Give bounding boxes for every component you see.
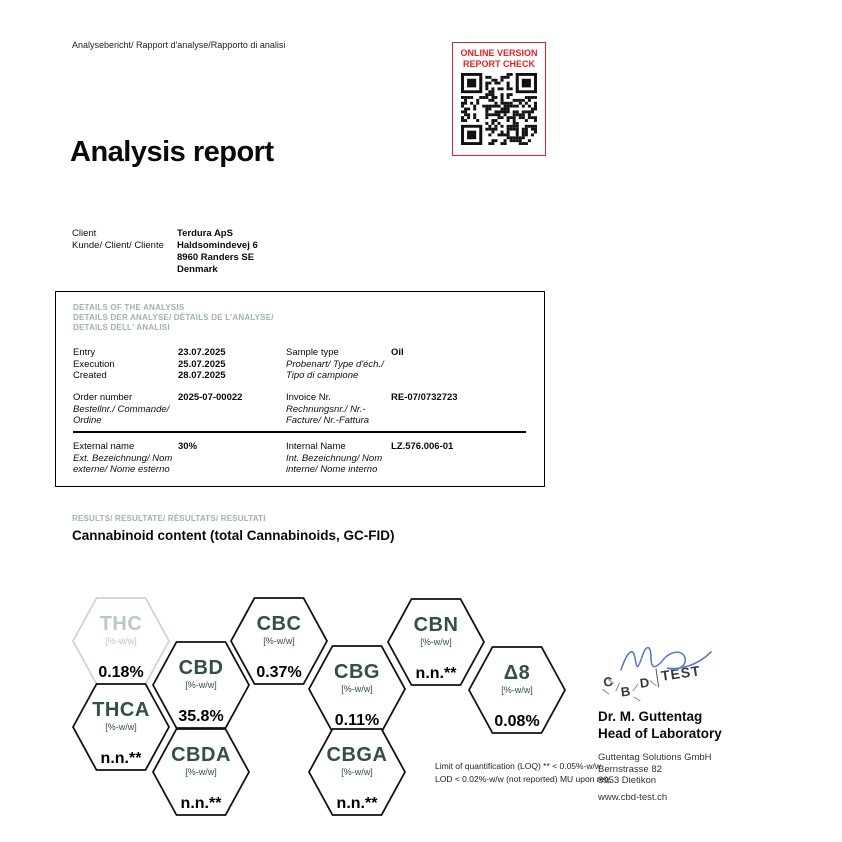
sample-type-sub1: Probenart/ Type d'éch./	[286, 358, 384, 370]
cbc-label: CBC	[256, 613, 302, 635]
internal-label-en: Internal Name	[286, 441, 346, 452]
thc-unit: [%-w/w]	[105, 636, 137, 646]
client-country: Denmark	[177, 264, 218, 275]
logo-letter-b: B	[619, 683, 632, 700]
cbn-label: CBN	[413, 614, 459, 636]
external-sub1: Ext. Bezeichnung/ Nom	[73, 452, 173, 464]
invoice-number-label	[286, 392, 369, 427]
lab-head-block	[598, 708, 722, 742]
results-title: Cannabinoid content (total Cannabinoids, GC-FID)	[72, 528, 395, 543]
delta8-label: Δ8	[503, 662, 531, 684]
thca-value: n.n.**	[100, 750, 142, 767]
sample-type-sub2: Tipo di campione	[286, 370, 359, 381]
entry-date: 23.07.2025	[178, 347, 226, 358]
cbd-test-logo	[593, 636, 723, 704]
dates-labels	[73, 347, 115, 382]
lab-company: Guttentag Solutions GmbH	[598, 752, 712, 763]
client-name: Terdura ApS	[177, 228, 233, 239]
details-heading-it: DETAILS DELL' ANALISI	[73, 323, 170, 332]
online-report-check-box	[452, 42, 546, 156]
cbda-unit: [%-w/w]	[185, 767, 217, 777]
results-section-heading: RESULTS/ RESULTATE/ RÉSULTATS/ RESULTATI	[72, 514, 266, 523]
hexagon-cbda	[152, 728, 250, 816]
logo-letter-d: D	[638, 674, 651, 691]
created-label: Created	[73, 370, 107, 381]
invoice-label-en: Invoice Nr.	[286, 392, 331, 403]
order-label-en: Order number	[73, 392, 133, 403]
thca-unit: [%-w/w]	[105, 722, 137, 732]
details-divider	[73, 431, 526, 433]
document-language-note: Analysebericht/ Rapport d'analyse/Rapporto di analisi	[72, 40, 286, 50]
lab-city: 8953 Dietikon	[598, 775, 657, 786]
invoice-sub1: Rechnungsnr./ Nr.-	[286, 403, 366, 415]
lab-head-name: Dr. M. Guttentag	[598, 709, 703, 724]
invoice-number-value: RE-07/0732723	[391, 392, 458, 403]
internal-name-label	[286, 441, 382, 476]
sample-type-value: Oil	[391, 347, 404, 358]
delta8-value: 0.08%	[494, 713, 540, 730]
cbd-unit: [%-w/w]	[185, 680, 217, 690]
lab-head-role: Head of Laboratory	[598, 726, 722, 741]
cbga-value: n.n.**	[336, 795, 378, 812]
cbc-value: 0.37%	[256, 664, 302, 681]
created-date: 28.07.2025	[178, 370, 226, 381]
lod-line: LOD < 0.02%-w/w (not reported) MU upon req.	[435, 774, 612, 784]
page-title: Analysis report	[70, 136, 274, 168]
details-heading-de-fr: DETAILS DER ANALYSE/ DÉTAILS DE L'ANALYSE/	[73, 313, 274, 322]
cbg-label: CBG	[334, 661, 380, 683]
order-number-label	[73, 392, 169, 427]
cbd-label: CBD	[178, 657, 224, 679]
lab-website: www.cbd-test.ch	[598, 792, 668, 803]
external-label-en: External name	[73, 441, 135, 452]
sample-type-label-en: Sample type	[286, 347, 339, 358]
details-heading-en: DETAILS OF THE ANALYSIS	[73, 303, 185, 312]
analysis-details-panel	[55, 291, 545, 487]
cbg-value: 0.11%	[334, 712, 380, 729]
logo-test-word: TEST	[659, 662, 702, 684]
lab-street: Bernstrasse 82	[598, 763, 662, 775]
external-name-label	[73, 441, 172, 476]
execution-date: 25.07.2025	[178, 358, 226, 370]
invoice-sub2: Facture/ Nr.-Fattura	[286, 415, 370, 426]
cbga-label: CBGA	[326, 744, 388, 766]
hexagon-cbga	[308, 728, 406, 816]
thc-value: 0.18%	[98, 664, 144, 681]
dates-values	[178, 347, 226, 382]
cbn-value: n.n.**	[415, 665, 457, 682]
hexagon-cbg	[308, 645, 406, 733]
client-address-block	[177, 228, 258, 276]
online-version-label: ONLINE VERSION	[460, 48, 538, 58]
internal-sub1: Int. Bezeichnung/ Nom	[286, 452, 383, 464]
thca-label: THCA	[92, 699, 150, 721]
report-check-label: REPORT CHECK	[462, 58, 535, 69]
delta8-unit: [%-w/w]	[501, 685, 533, 695]
order-sub2: Ordine	[73, 415, 102, 426]
cbg-unit: [%-w/w]	[341, 684, 373, 694]
client-label-en: Client	[72, 228, 97, 239]
qr-code	[461, 73, 537, 145]
client-city: 8960 Randers SE	[177, 252, 255, 263]
client-street: Haldsomindevej 6	[177, 240, 258, 251]
order-number-value: 2025-07-00022	[178, 392, 243, 403]
sample-type-label	[286, 347, 384, 382]
entry-label: Entry	[73, 347, 96, 358]
cbda-value: n.n.**	[180, 795, 222, 812]
internal-sub2: interne/ Nome interno	[286, 464, 378, 475]
loq-line: Limit of quantification (LOQ) ** < 0.05%-w/w	[435, 761, 602, 771]
lab-address-block	[598, 752, 712, 787]
cbd-value: 35.8%	[178, 708, 224, 725]
details-section-heading	[73, 303, 274, 333]
loq-footnote	[435, 760, 611, 786]
cbda-label: CBDA	[171, 744, 231, 766]
logo-letter-c: C	[602, 673, 614, 690]
execution-label: Execution	[73, 358, 115, 370]
client-label-multilingual: Kunde/ Client/ Cliente	[72, 240, 164, 251]
order-sub1: Bestellnr./ Commande/	[73, 403, 170, 415]
client-label	[72, 228, 164, 252]
hexagon-delta8	[468, 646, 566, 734]
cbc-unit: [%-w/w]	[263, 636, 295, 646]
cbga-unit: [%-w/w]	[341, 767, 373, 777]
thc-label: THC	[99, 613, 143, 635]
external-sub2: externe/ Nome esterno	[73, 464, 170, 475]
internal-name-value: LZ.576.006-01	[391, 441, 454, 452]
cbn-unit: [%-w/w]	[420, 637, 452, 647]
external-name-value: 30%	[178, 441, 198, 452]
